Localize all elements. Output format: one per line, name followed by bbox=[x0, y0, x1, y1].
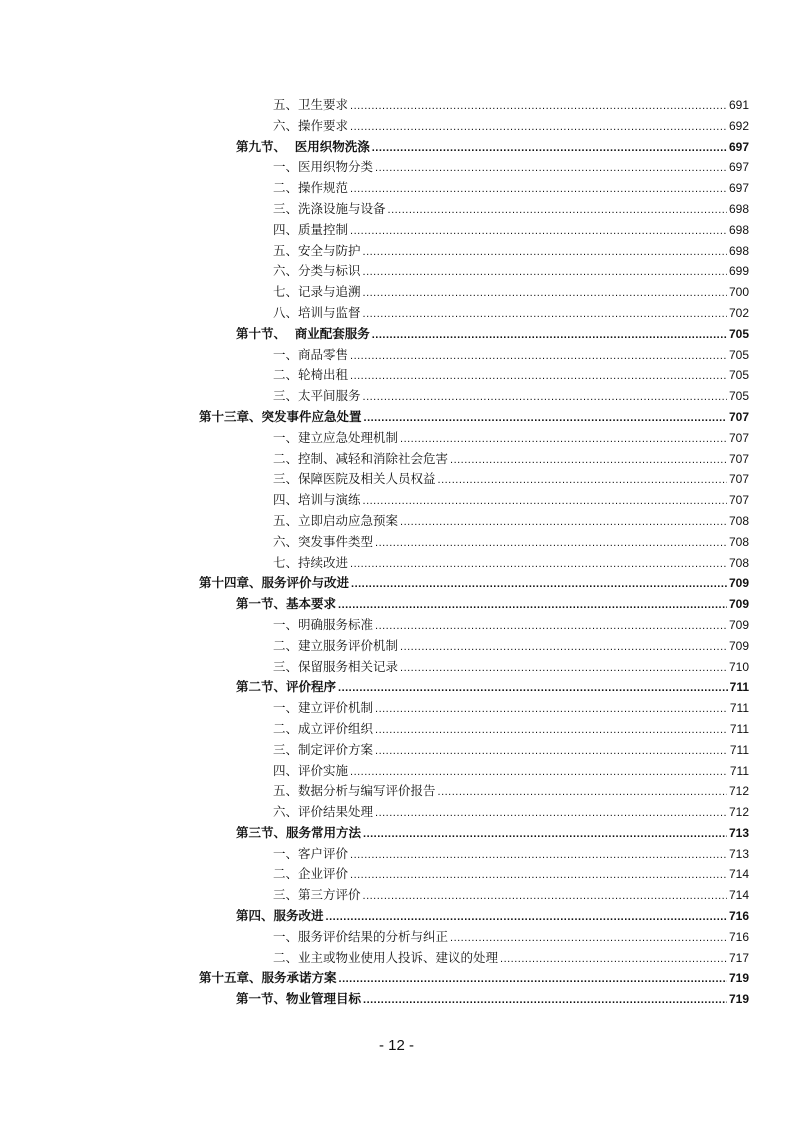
toc-page-number: 711 bbox=[729, 721, 749, 736]
toc-page-number: 702 bbox=[728, 305, 749, 320]
toc-title: 第四、服务改进 bbox=[236, 908, 324, 924]
dot-leader bbox=[350, 762, 728, 783]
toc-item[interactable] bbox=[0, 469, 793, 490]
toc-item[interactable] bbox=[0, 490, 793, 511]
toc-title: 第九节、 医用织物洗涤 bbox=[236, 138, 370, 154]
dot-leader bbox=[350, 865, 727, 886]
toc-item[interactable] bbox=[0, 740, 793, 761]
toc-section[interactable] bbox=[0, 324, 793, 345]
toc-item[interactable] bbox=[0, 698, 793, 719]
toc-chapter[interactable] bbox=[0, 573, 793, 594]
toc-page-number: 717 bbox=[728, 950, 749, 965]
toc-page-number: 709 bbox=[728, 597, 749, 612]
toc-item[interactable] bbox=[0, 511, 793, 532]
dot-leader bbox=[375, 699, 728, 720]
toc-item[interactable] bbox=[0, 261, 793, 282]
dot-leader bbox=[363, 283, 727, 304]
toc-item[interactable] bbox=[0, 761, 793, 782]
toc-section[interactable] bbox=[0, 906, 793, 927]
toc-page-number: 711 bbox=[729, 763, 749, 778]
toc-item[interactable] bbox=[0, 345, 793, 366]
dot-leader bbox=[375, 720, 728, 741]
dot-leader bbox=[363, 990, 727, 1011]
toc-chapter[interactable] bbox=[0, 407, 793, 428]
toc-title: 七、记录与追溯 bbox=[273, 284, 361, 300]
toc-page-number: 712 bbox=[728, 805, 749, 820]
toc-page-number: 705 bbox=[728, 389, 749, 404]
dot-leader bbox=[350, 366, 727, 387]
toc-title: 五、立即启动应急预案 bbox=[273, 512, 399, 528]
toc-title: 六、分类与标识 bbox=[273, 263, 361, 279]
toc-item[interactable] bbox=[0, 844, 793, 865]
toc-page-number: 697 bbox=[728, 160, 749, 175]
toc-title: 第一节、物业管理目标 bbox=[236, 991, 362, 1007]
toc-page-number: 698 bbox=[728, 201, 749, 216]
toc-page-number: 711 bbox=[729, 701, 749, 716]
toc-item[interactable] bbox=[0, 532, 793, 553]
toc-page-number: 698 bbox=[728, 222, 749, 237]
toc-section[interactable] bbox=[0, 823, 793, 844]
dot-leader bbox=[375, 616, 727, 637]
dot-leader bbox=[372, 325, 727, 346]
toc-title: 六、操作要求 bbox=[273, 117, 349, 133]
toc-title: 四、培训与演练 bbox=[273, 492, 361, 508]
toc-page-number: 708 bbox=[728, 513, 749, 528]
toc-title: 三、第三方评价 bbox=[273, 887, 361, 903]
dot-leader bbox=[372, 138, 727, 159]
toc-title: 五、卫生要求 bbox=[273, 97, 349, 112]
toc-page-number: 709 bbox=[728, 617, 749, 632]
toc-page-number: 697 bbox=[728, 181, 749, 196]
toc-section[interactable] bbox=[0, 594, 793, 615]
toc-title: 五、数据分析与编写评价报告 bbox=[273, 783, 436, 799]
toc-title: 第二节、评价程序 bbox=[236, 679, 337, 695]
toc-title: 一、商品零售 bbox=[273, 346, 349, 362]
dot-leader bbox=[350, 554, 727, 575]
toc-title: 四、评价实施 bbox=[273, 762, 349, 778]
toc-page-number: 692 bbox=[728, 118, 749, 133]
toc-page-number: 711 bbox=[729, 680, 749, 695]
dot-leader bbox=[363, 886, 727, 907]
toc-title: 三、太平间服务 bbox=[273, 388, 361, 404]
toc-title: 二、建立服务评价机制 bbox=[273, 637, 399, 653]
toc-page-number: 712 bbox=[728, 784, 749, 799]
toc-item[interactable] bbox=[0, 885, 793, 906]
toc-item[interactable] bbox=[0, 220, 793, 241]
dot-leader bbox=[363, 304, 727, 325]
toc-item[interactable] bbox=[0, 449, 793, 470]
toc-page-number: 707 bbox=[728, 451, 749, 466]
toc-title: 二、操作规范 bbox=[273, 180, 349, 196]
toc-title: 第三节、服务常用方法 bbox=[236, 824, 362, 840]
dot-leader bbox=[363, 824, 727, 845]
toc-item[interactable] bbox=[0, 802, 793, 823]
toc-item[interactable] bbox=[0, 657, 793, 678]
toc-page-number: 710 bbox=[728, 659, 749, 674]
dot-leader bbox=[363, 262, 727, 283]
toc-title: 五、安全与防护 bbox=[273, 242, 361, 258]
toc-item[interactable] bbox=[0, 864, 793, 885]
dot-leader bbox=[438, 470, 727, 491]
toc-title: 第十节、 商业配套服务 bbox=[236, 325, 370, 341]
dot-leader bbox=[339, 969, 727, 990]
toc-title: 三、洗涤设施与设备 bbox=[273, 200, 386, 216]
dot-leader bbox=[350, 845, 727, 866]
dot-leader bbox=[400, 658, 727, 679]
toc-item[interactable] bbox=[0, 157, 793, 178]
toc-page-number: 708 bbox=[728, 555, 749, 570]
toc-item[interactable] bbox=[0, 428, 793, 449]
toc-item[interactable] bbox=[0, 199, 793, 220]
toc-title: 二、业主或物业使用人投诉、建议的处理 bbox=[273, 949, 499, 965]
toc-title: 一、明确服务标准 bbox=[273, 616, 374, 632]
dot-leader bbox=[375, 741, 728, 762]
toc-page-number: 699 bbox=[728, 264, 749, 279]
dot-leader bbox=[375, 803, 727, 824]
toc-page-number: 713 bbox=[728, 825, 749, 840]
toc-page-number: 707 bbox=[728, 430, 749, 445]
dot-leader bbox=[450, 928, 727, 949]
toc-page-number: 705 bbox=[728, 347, 749, 362]
dot-leader bbox=[350, 117, 727, 138]
toc-page-number: 709 bbox=[728, 638, 749, 653]
toc-item[interactable] bbox=[0, 719, 793, 740]
dot-leader bbox=[350, 179, 727, 200]
toc-title: 二、控制、减轻和消除社会危害 bbox=[273, 450, 449, 466]
dot-leader bbox=[450, 450, 727, 471]
toc-title: 一、服务评价结果的分析与纠正 bbox=[273, 928, 449, 944]
toc-item[interactable] bbox=[0, 636, 793, 657]
toc-page-number: 691 bbox=[728, 98, 749, 112]
toc-page-number: 707 bbox=[728, 409, 749, 424]
toc-title: 一、医用织物分类 bbox=[273, 159, 374, 175]
toc-page-number: 714 bbox=[728, 867, 749, 882]
toc-title: 六、突发事件类型 bbox=[273, 533, 374, 549]
page-number: - 12 - bbox=[378, 1037, 414, 1054]
toc-title: 一、建立应急处理机制 bbox=[273, 429, 399, 445]
dot-leader bbox=[350, 96, 727, 117]
toc-page-number: 719 bbox=[728, 971, 749, 986]
toc-page-number: 705 bbox=[728, 326, 749, 341]
dot-leader bbox=[364, 408, 727, 429]
dot-leader bbox=[363, 387, 727, 408]
toc-section[interactable] bbox=[0, 137, 793, 158]
toc-item[interactable] bbox=[0, 948, 793, 969]
toc-section[interactable] bbox=[0, 989, 793, 1010]
toc-item[interactable] bbox=[0, 553, 793, 574]
dot-leader bbox=[326, 907, 727, 928]
toc-title: 八、培训与监督 bbox=[273, 304, 361, 320]
toc-page-number: 713 bbox=[728, 846, 749, 861]
dot-leader bbox=[400, 429, 727, 450]
toc-page-number: 705 bbox=[728, 368, 749, 383]
toc-item[interactable] bbox=[0, 781, 793, 802]
toc-title: 二、企业评价 bbox=[273, 866, 349, 882]
toc-page-number: 711 bbox=[729, 742, 749, 757]
toc-page-number: 716 bbox=[728, 909, 749, 924]
toc-page-number: 719 bbox=[728, 992, 749, 1007]
toc-title: 三、制定评价方案 bbox=[273, 741, 374, 757]
table-of-contents bbox=[0, 95, 793, 1010]
toc-title: 一、建立评价机制 bbox=[273, 700, 374, 716]
toc-page-number: 708 bbox=[728, 534, 749, 549]
toc-item[interactable] bbox=[0, 927, 793, 948]
toc-page-number: 716 bbox=[728, 929, 749, 944]
toc-item[interactable] bbox=[0, 95, 793, 116]
toc-title: 二、轮椅出租 bbox=[273, 367, 349, 383]
toc-page-number: 714 bbox=[728, 888, 749, 903]
toc-page-number: 697 bbox=[728, 139, 749, 154]
dot-leader bbox=[375, 158, 727, 179]
toc-title: 三、保留服务相关记录 bbox=[273, 658, 399, 674]
toc-section[interactable] bbox=[0, 677, 793, 698]
dot-leader bbox=[351, 574, 727, 595]
toc-page-number: 707 bbox=[728, 493, 749, 508]
toc-item[interactable] bbox=[0, 116, 793, 137]
toc-page-number: 698 bbox=[728, 243, 749, 258]
dot-leader bbox=[438, 782, 727, 803]
dot-leader bbox=[338, 595, 727, 616]
toc-item[interactable] bbox=[0, 241, 793, 262]
toc-item[interactable] bbox=[0, 386, 793, 407]
toc-title: 第一节、基本要求 bbox=[236, 596, 337, 612]
toc-title: 第十三章、突发事件应急处置 bbox=[199, 408, 362, 424]
dot-leader bbox=[500, 949, 727, 970]
toc-item[interactable] bbox=[0, 615, 793, 636]
dot-leader bbox=[363, 242, 727, 263]
dot-leader bbox=[350, 221, 727, 242]
toc-title: 第十四章、服务评价与改进 bbox=[199, 575, 350, 591]
dot-leader bbox=[375, 533, 727, 554]
toc-chapter[interactable] bbox=[0, 968, 793, 989]
toc-title: 第十五章、服务承诺方案 bbox=[199, 970, 337, 986]
dot-leader bbox=[400, 512, 727, 533]
toc-page-number: 700 bbox=[728, 285, 749, 300]
toc-page-number: 707 bbox=[728, 472, 749, 487]
dot-leader bbox=[350, 346, 727, 367]
toc-title: 六、评价结果处理 bbox=[273, 804, 374, 820]
toc-title: 四、质量控制 bbox=[273, 221, 349, 237]
toc-title: 二、成立评价组织 bbox=[273, 720, 374, 736]
dot-leader bbox=[338, 678, 728, 699]
toc-item[interactable] bbox=[0, 178, 793, 199]
toc-item[interactable] bbox=[0, 303, 793, 324]
toc-item[interactable] bbox=[0, 282, 793, 303]
toc-item[interactable] bbox=[0, 365, 793, 386]
toc-page-number: 709 bbox=[728, 576, 749, 591]
dot-leader bbox=[400, 637, 727, 658]
dot-leader bbox=[363, 491, 727, 512]
toc-title: 三、保障医院及相关人员权益 bbox=[273, 471, 436, 487]
toc-title: 一、客户评价 bbox=[273, 845, 349, 861]
dot-leader bbox=[388, 200, 727, 221]
toc-title: 七、持续改进 bbox=[273, 554, 349, 570]
